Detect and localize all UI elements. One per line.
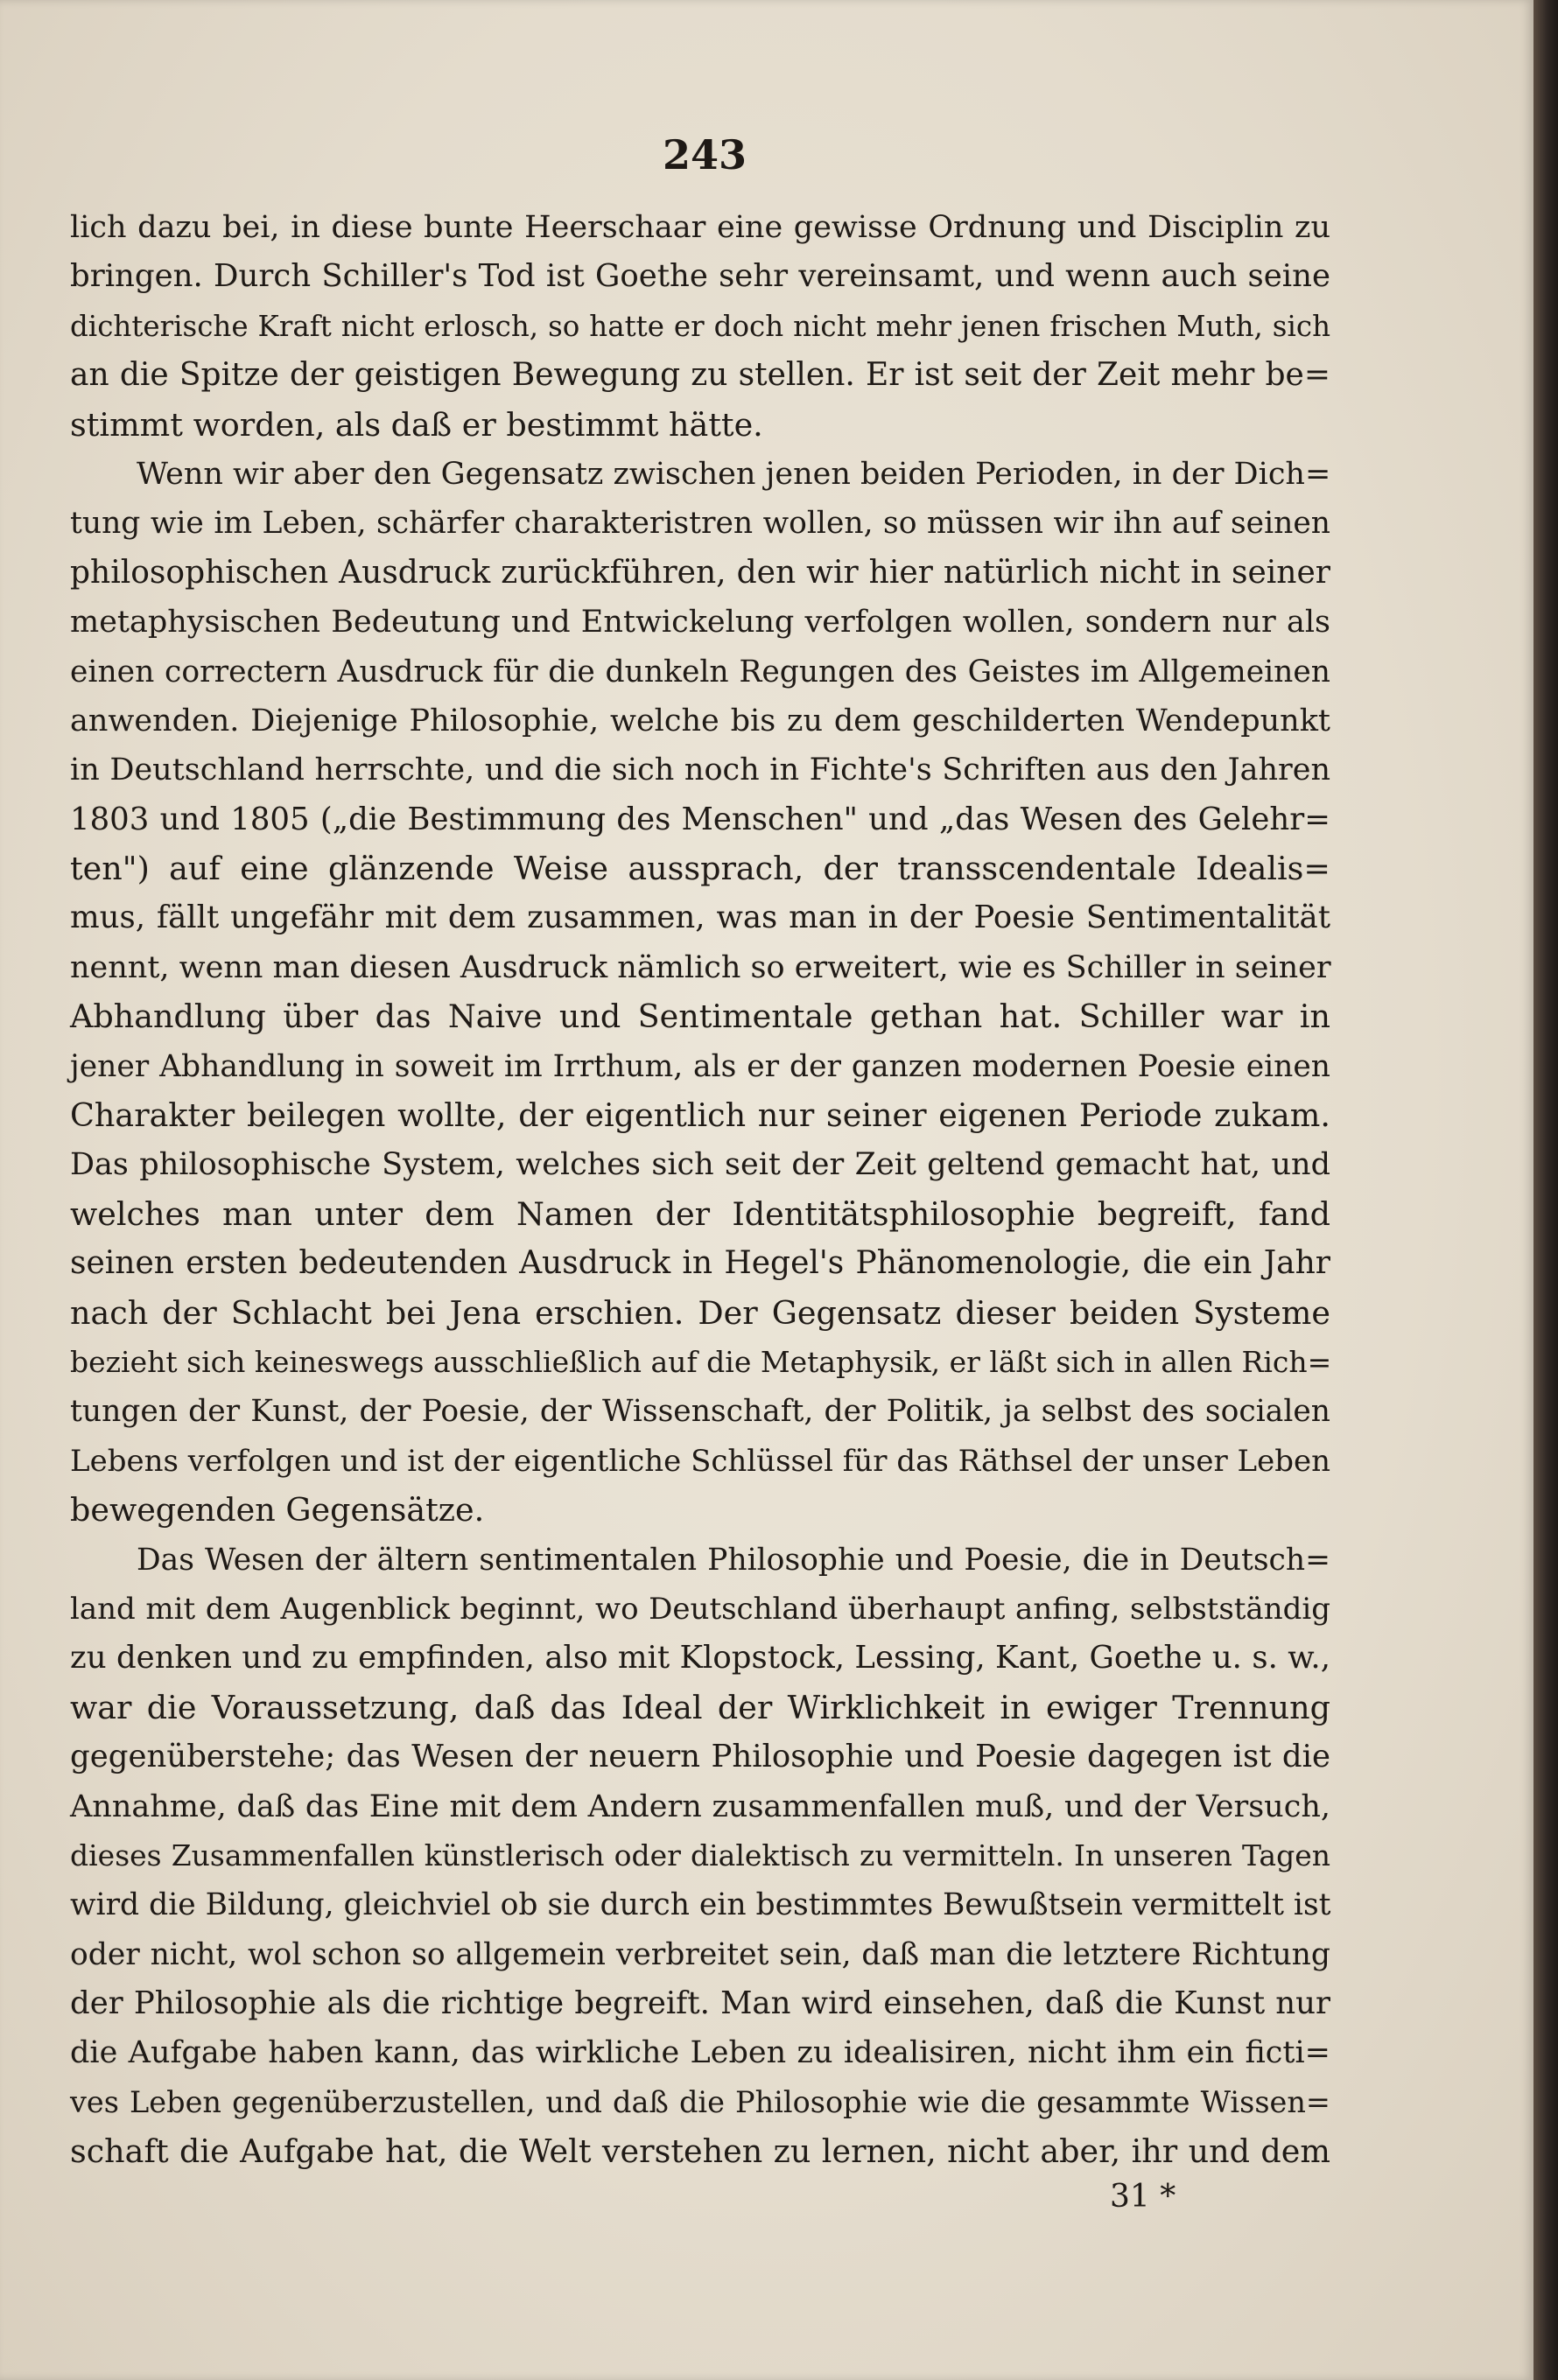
text-line: philosophischen Ausdruck zurückführen, den wir hier natürlich nicht in seiner: [70, 554, 1330, 591]
text-line: schaft die Aufgabe hat, die Welt verstehen zu lernen, nicht aber, ihr und dem: [70, 2132, 1330, 2171]
text-line: welches man unter dem Namen der Identitätsphilosophie begreift, fand: [70, 1194, 1330, 1233]
text-line: 1803 und 1805 („die Bestimmung des Menschen" und „das Wesen des Gelehr=: [70, 801, 1330, 837]
text-line: lich dazu bei, in diese bunte Heerschaar eine gewisse Ordnung und Disciplin zu: [70, 210, 1330, 245]
text-line: Lebens verfolgen und ist der eigentliche Schlüssel für das Räthsel der unser Leben: [70, 1443, 1330, 1479]
text-line: land mit dem Augenblick beginnt, wo Deutschland überhaupt anfing, selbstständig: [70, 1591, 1330, 1627]
text-line: anwenden. Diejenige Philosophie, welche bis zu dem geschilderten Wendepunkt: [70, 703, 1330, 738]
text-line: wird die Bildung, gleichviel ob sie durch ein bestimmtes Bewußtsein vermittelt ist: [70, 1887, 1331, 1923]
text-line: seinen ersten bedeutenden Ausdruck in Hegel's Phänomenologie, die ein Jahr: [70, 1245, 1330, 1282]
printer-signature-mark: 31 *: [1110, 2179, 1176, 2215]
text-line: ves Leben gegenüberzustellen, und daß die Philosophie wie die gesammte Wissen=: [70, 2084, 1330, 2119]
text-line: jener Abhandlung in soweit im Irrthum, als er der ganzen modernen Poesie einen: [70, 1048, 1330, 1084]
text-line: bringen. Durch Schiller's Tod ist Goethe sehr vereinsamt, und wenn auch seine: [70, 258, 1330, 295]
text-line: Das philosophische System, welches sich seit der Zeit geltend gemacht hat, und: [70, 1147, 1330, 1183]
text-line: nach der Schlacht bei Jena erschien. Der Gegensatz dieser beiden Systeme: [70, 1293, 1330, 1332]
text-line: der Philosophie als die richtige begreift. Man wird einsehen, daß die Kunst nur: [70, 1985, 1330, 2022]
text-line: ten") auf eine glänzende Weise aussprach, der transscendentale Idealis=: [70, 850, 1330, 888]
text-line: Abhandlung über das Naive und Sentimentale gethan hat. Schiller war in: [70, 998, 1330, 1036]
text-line: Wenn wir aber den Gegensatz zwischen jenen beiden Perioden, in der Dich=: [137, 456, 1331, 492]
text-line: dieses Zusammenfallen künstlerisch oder dialektisch zu vermitteln. In unseren Tagen: [70, 1838, 1330, 1872]
text-line: oder nicht, wol schon so allgemein verbreitet sein, daß man die letztere Richtung: [70, 1936, 1330, 1972]
text-line: metaphysischen Bedeutung und Entwickelung verfolgen wollen, sondern nur als: [70, 605, 1330, 640]
text-line: Charakter beilegen wollte, der eigentlich nur seiner eigenen Periode zukam.: [70, 1096, 1330, 1135]
text-line: tung wie im Leben, schärfer charakteristren wollen, so müssen wir ihn auf seinen: [70, 506, 1330, 542]
text-line: nennt, wenn man diesen Ausdruck nämlich so erweitert, wie es Schiller in seiner: [70, 949, 1331, 985]
text-line: dichterische Kraft nicht erlosch, so hatte er doch nicht mehr jenen frischen Muth, sich: [70, 309, 1330, 343]
text-line: tungen der Kunst, der Poesie, der Wissenschaft, der Politik, ja selbst des socialen: [70, 1394, 1330, 1430]
text-line: gegenüberstehe; das Wesen der neuern Philosophie und Poesie dagegen ist die: [70, 1739, 1330, 1775]
page-number: 243: [662, 131, 747, 178]
text-line: zu denken und zu empfinden, also mit Klopstock, Lessing, Kant, Goethe u. s. w.,: [70, 1640, 1330, 1676]
text-line: bezieht sich keineswegs ausschließlich auf die Metaphysik, er läßt sich in allen Rich=: [70, 1344, 1332, 1379]
text-line: bewegenden Gegensätze.: [70, 1491, 485, 1530]
text-line: an die Spitze der geistigen Bewegung zu stellen. Er ist seit der Zeit mehr be=: [70, 357, 1330, 394]
text-line: Das Wesen der ältern sentimentalen Philosophie und Poesie, die in Deutsch=: [137, 1542, 1330, 1578]
text-line: Annahme, daß das Eine mit dem Andern zusammenfallen muß, und der Versuch,: [70, 1788, 1330, 1824]
text-line: mus, fällt ungefähr mit dem zusammen, was man in der Poesie Sentimentalität: [70, 900, 1330, 936]
book-edge: [1533, 0, 1558, 2380]
text-line: in Deutschland herrschte, und die sich noch in Fichte's Schriften aus den Jahren: [70, 752, 1330, 788]
text-line: einen correctern Ausdruck für die dunkeln Regungen des Geistes im Allgemeinen: [70, 654, 1330, 690]
body-text: [70, 203, 1330, 2177]
text-line: stimmt worden, als daß er bestimmt hätte.: [70, 405, 763, 444]
text-line: war die Voraussetzung, daß das Ideal der Wirklichkeit in ewiger Trennung: [70, 1688, 1330, 1726]
text-line: die Aufgabe haben kann, das wirkliche Leben zu idealisiren, nicht ihm ein ficti=: [70, 2035, 1330, 2071]
